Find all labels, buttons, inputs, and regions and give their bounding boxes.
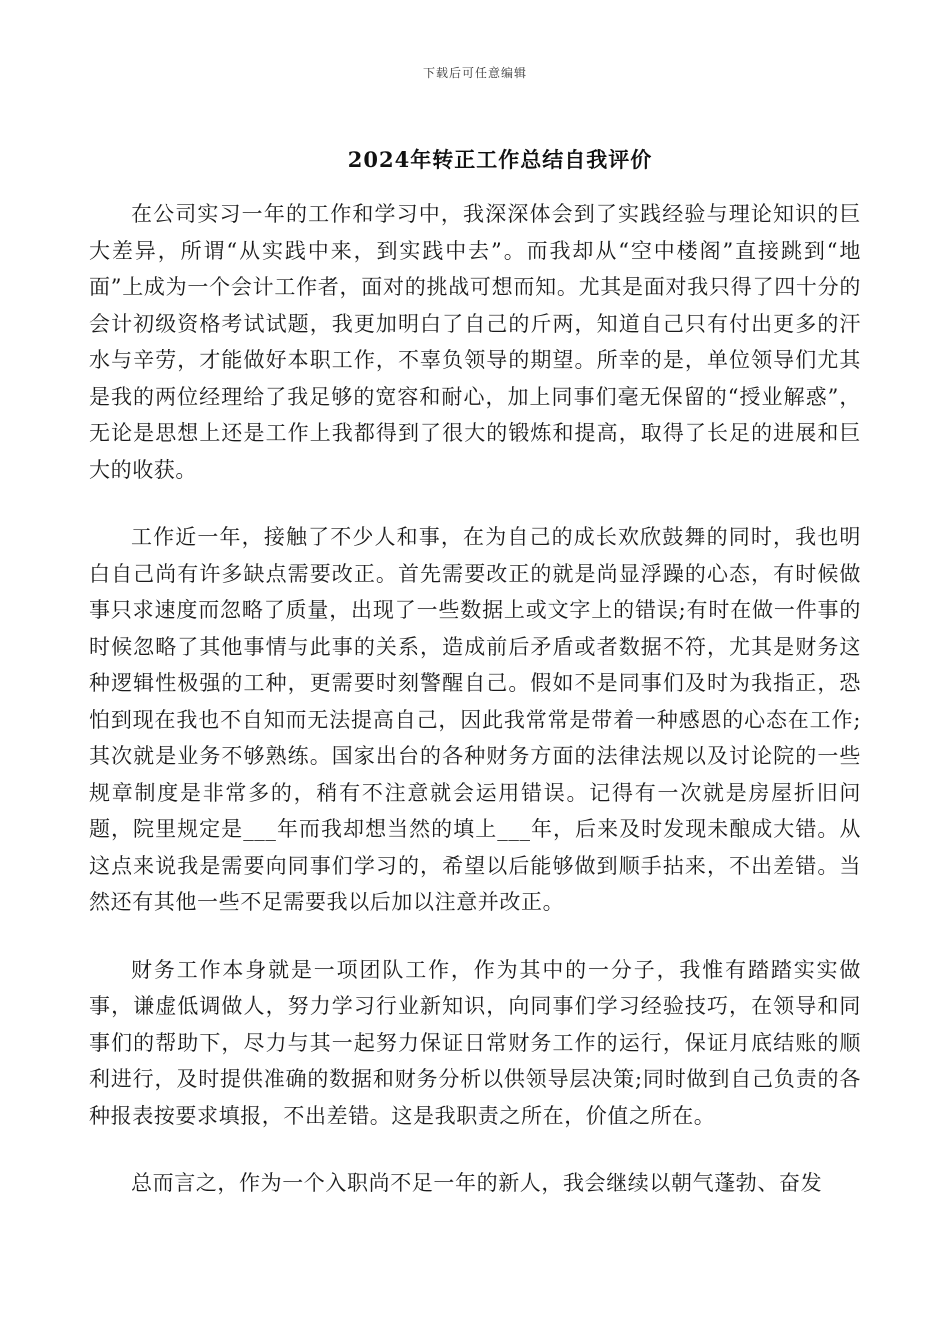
document-title: 2024年转正工作总结自我评价 [347,147,653,172]
document-body [89,196,861,1233]
paragraph-3: 财务工作本身就是一项团队工作，作为其中的一分子，我惟有踏踏实实做事，谦虚低调做人，努力学习行业新知识，向同事们学习经验技巧，在领导和同事们的帮助下，尽力与其一起努力保证日常财务工作的运行，保证月底结账的顺利进行，及时提供准确的数据和财务分析以供领导层决策;同时做到自己负责的各种报表按要求填报，不出差错。这是我职责之所在，价值之所在。 [89,957,861,1128]
header-note: 下载后可任意编辑 [422,66,527,80]
paragraph-4: 总而言之，作为一个入职尚不足一年的新人，我会继续以朝气蓬勃、奋发 [131,1171,823,1195]
paragraph-2: 工作近一年，接触了不少人和事，在为自己的成长欢欣鼓舞的同时，我也明白自己尚有许多缺点需要改正。首先需要改正的就是尚显浮躁的心态，有时候做事只求速度而忽略了质量，出现了一些数据上或文字上的错误;有时在做一件事的时候忽略了其他事情与此事的关系，造成前后矛盾或者数据不符，尤其是财务这种逻辑性极强的工种，更需要时刻警醒自己。假如不是同事们及时为我指正，恐怕到现在我也不自知而无法提高自己，因此我常常是带着一种感恩的心态在工作;其次就是业务不够熟练。国家出台的各种财务方面的法律法规以及讨论院的一些规章制度是非常多的，稍有不注意就会运用错误。记得有一次就是房屋折旧问题，院里规定是___年而我却想当然的填上___年，后来及时发现未酿成大错。从这点来说我是需要向同事们学习的，希望以后能够做到顺手拈来，不出差错。当然还有其他一些不足需要我以后加以注意并改正。 [89,525,861,914]
paragraph-1: 在公司实习一年的工作和学习中，我深深体会到了实践经验与理论知识的巨大差异，所谓“从实践中来，到实践中去”。而我却从“空中楼阁”直接跳到“地面”上成为一个会计工作者，面对的挑战可想而知。尤其是面对我只得了四十分的会计初级资格考试试题，我更加明白了自己的斤两，知道自己只有付出更多的汗水与辛劳，才能做好本职工作，不辜负领导的期望。所幸的是，单位领导们尤其是我的两位经理给了我足够的宽容和耐心，加上同事们毫无保留的“授业解惑”，无论是思想上还是工作上我都得到了很大的锻炼和提高，取得了长足的进展和巨大的收获。 [89,202,861,482]
